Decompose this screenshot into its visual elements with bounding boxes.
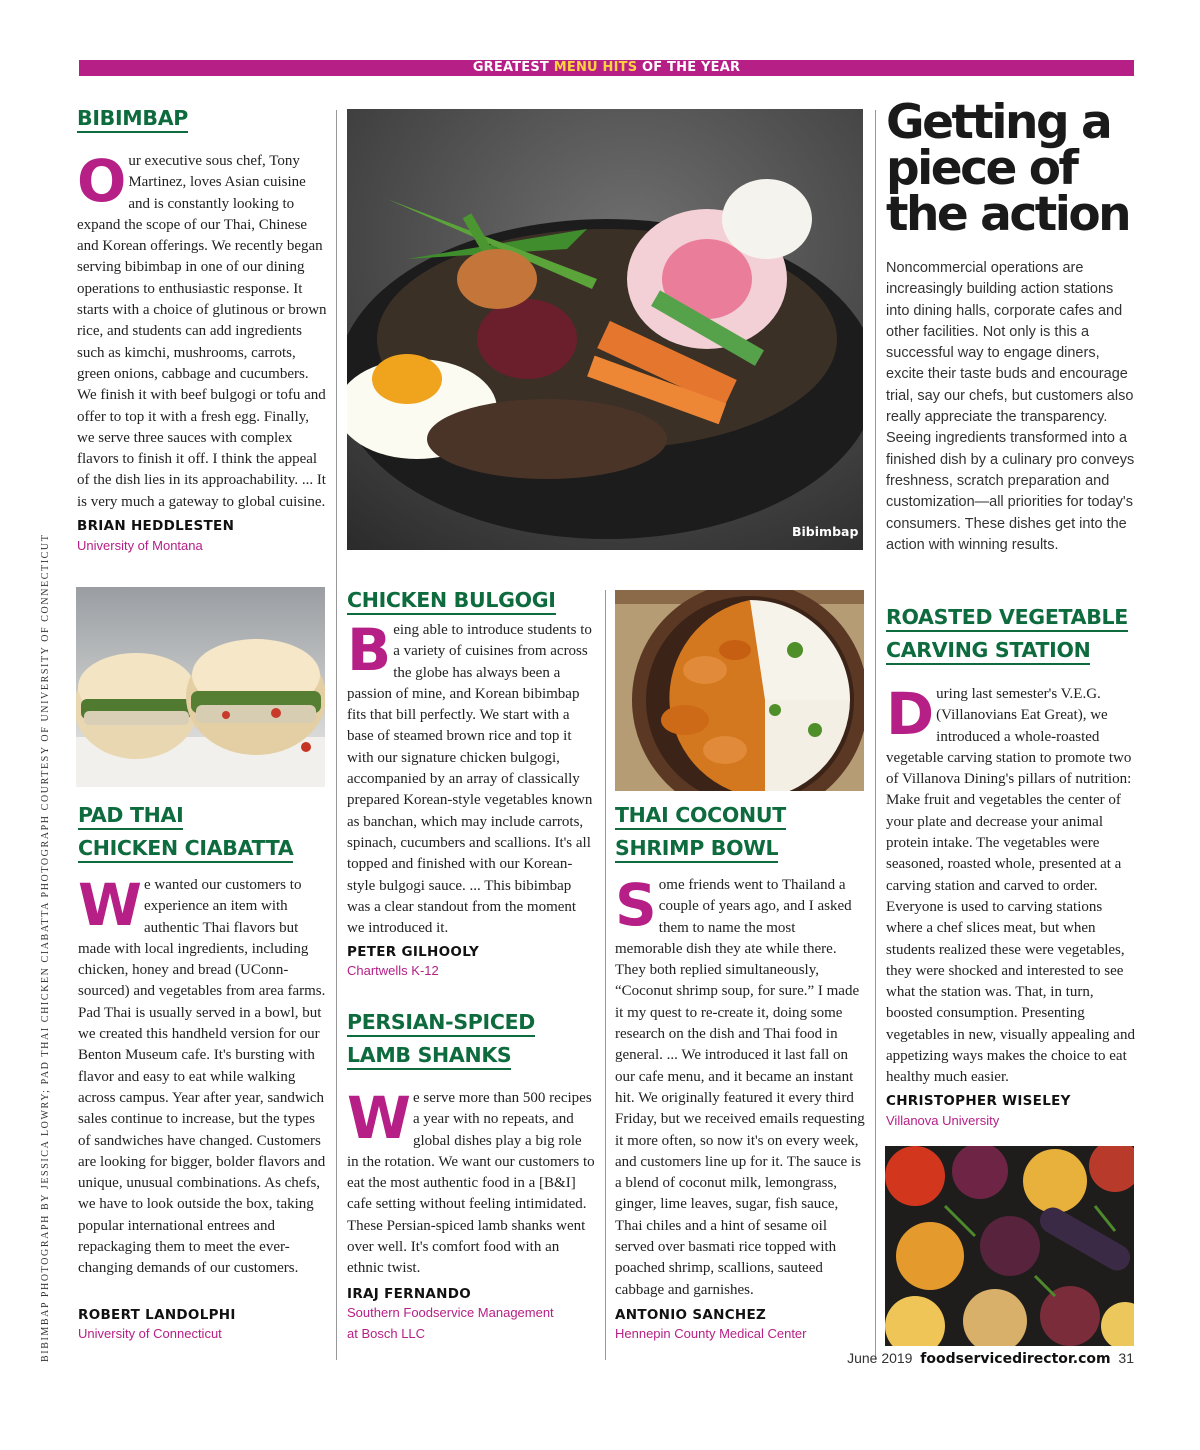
lamb-org-1: Southern Foodservice Management [347, 1305, 554, 1320]
lamb-org-2: at Bosch LLC [347, 1326, 426, 1341]
footer-site: foodservicedirector.com [920, 1351, 1111, 1367]
bibimbap-photo [347, 109, 863, 550]
padthai-text: e wanted our customers to experience an item with authentic Thai flavors but made with local ingredients, including chicken, honey and bread (UConn-sourced) and vegetables from area farms. Pad Thai is usually served in a bowl, but we created this handheld version for our Benton Museum cafe. It's bursting with flavor and easy to eat while walking across campus. Year after year, sandwich sales continue to increase, but the types of sandwiches have changed. Customers are looking for bigger, bolder flavors and unique, unusual combinations. As chefs, we have to look outside the box, taking popular international entrees and repackaging them to meet the ever-changing demands of our customers. [78, 877, 326, 1277]
shrimp-org: Hennepin County Medical Center [615, 1326, 807, 1341]
lamb-author: IRAJ FERNANDO [347, 1286, 472, 1302]
dropcap: S [615, 871, 655, 939]
page-title: Getting a piece of the action [886, 95, 1130, 242]
bibimbap-caption: Bibimbap [792, 524, 859, 539]
roasted-vegetables-photo [885, 1146, 1134, 1346]
padthai-body [78, 871, 328, 1280]
dropcap: W [78, 871, 140, 939]
shrimp-author: ANTONIO SANCHEZ [615, 1307, 767, 1323]
roasted-heading: ROASTED VEGETABLE CARVING STATION [886, 601, 1128, 667]
page-footer [847, 1350, 1134, 1367]
roasted-body [886, 680, 1136, 1089]
bulgogi-author: PETER GILHOOLY [347, 944, 480, 960]
bulgogi-org: Chartwells K-12 [347, 963, 439, 978]
dropcap: O [77, 147, 125, 215]
shrimp-body [615, 871, 865, 1301]
photo-credit: BIBIMBAP PHOTOGRAPH BY JESSICA LOWRY; PAD THAI CHICKEN CIABATTA PHOTOGRAPH COURTESY OF UNIVERSITY OF CONNECTICUT [40, 533, 51, 1362]
bibimbap-body [77, 147, 327, 513]
intro-text: Noncommercial operations are increasingly building action stations into dining halls, corporate cafes and other facilities. Not only is this a successful way to engage diners, excite their taste buds and encourage trial, say our chefs, but customers also really appreciate the transparency. Seeing ingredients transformed into a finished dish by a culinary pro conveys freshness, scratch preparation and customization—all priorities for today's consumers. These dishes get into the action with winning results. [886, 260, 1135, 553]
lamb-text: e serve more than 500 recipes a year with no repeats, and global dishes play a big role in the rotation. We want our customers to eat the most authentic food in a [B&I] cafe setting without feeling intimidated. These Persian-spiced lamb shanks went over well. It's comfort food with an ethnic twist. [347, 1090, 595, 1277]
section-banner [79, 60, 1134, 76]
footer-date: June 2019 [847, 1350, 913, 1366]
ciabatta-photo [76, 587, 325, 787]
bibimbap-org: University of Montana [77, 538, 203, 553]
dropcap: D [886, 680, 933, 748]
padthai-heading: PAD THAI CHICKEN CIABATTA [78, 799, 293, 865]
bibimbap-text: ur executive sous chef, Tony Martinez, loves Asian cuisine and is constantly looking to expand the scope of our Thai, Chinese and Korean offerings. We recently began serving bibimbap in one of our dining operations to enthusiastic response. It starts with a choice of glutinous or brown rice, and students can add ingredients such as kimchi, mushrooms, carrots, green onions, cabbage and cucumbers. We finish it with beef bulgogi or tofu and offer to top it with a fresh egg. Finally, we serve three sauces with complex flavors to finish it off. I think the appeal of the dish lies in its approachability. ... It is very much a gateway to global cuisine. [77, 153, 327, 510]
page-number: 31 [1118, 1350, 1134, 1366]
shrimp-bowl-photo [615, 590, 864, 791]
lamb-heading: PERSIAN-SPICED LAMB SHANKS [347, 1006, 535, 1072]
bulgogi-body [347, 616, 597, 939]
padthai-author: ROBERT LANDOLPHI [78, 1307, 236, 1323]
bulgogi-heading: CHICKEN BULGOGI [347, 584, 556, 617]
bibimbap-heading: BIBIMBAP [77, 102, 188, 135]
roasted-text: uring last semester's V.E.G. (Villanovians Eat Great), we introduced a whole-roasted vegetable carving station to promote two of Villanova Dining's pillars of nutrition: Make fruit and vegetables the center of your plate and decrease your animal protein intake. The vegetables were seasoned, roasted whole, presented at a carving station and carved to order. Everyone is used to carving stations where a chef slices meat, but when students realized these were vegetables, they were shocked and interested to see what the station was. That, in turn, boosted consumption. Presenting vegetables in new, visually appealing and appetizing ways makes the choice to eat healthy much easier. [886, 686, 1135, 1086]
shrimp-text: ome friends went to Thailand a couple of years ago, and I asked them to name the most memorable dish they ate while there. They both replied simultaneously, “Coconut shrimp soup, for sure.” I made it my quest to re-create it, doing some research on the dish and Thai food in general. ... We introduced it last fall on our cafe menu, and it became an instant hit. We originally featured it every third Friday, but we received emails requesting it more often, so now it's on every week, and customers line up for it. The sauce is a blend of coconut milk, lemongrass, ginger, lime leaves, sugar, fish sauce, Thai chiles and a hint of sesame oil served over basmati rice topped with poached shrimp, scallions, sauteed cabbage and garnishes. [615, 877, 865, 1298]
roasted-author: CHRISTOPHER WISELEY [886, 1093, 1071, 1109]
roasted-org: Villanova University [886, 1113, 1000, 1128]
column-divider [605, 590, 606, 1360]
dropcap: B [347, 616, 390, 684]
column-divider [336, 110, 337, 1360]
shrimp-heading: THAI COCONUT SHRIMP BOWL [615, 799, 786, 865]
padthai-org: University of Connecticut [78, 1326, 222, 1341]
banner-text-1: GREATEST [472, 60, 554, 75]
column-divider [875, 110, 876, 1360]
dropcap: W [347, 1084, 409, 1152]
banner-highlight: MENU HITS [553, 60, 638, 75]
bibimbap-author: BRIAN HEDDLESTEN [77, 518, 235, 534]
banner-text-2: OF THE YEAR [637, 60, 741, 75]
bulgogi-text: eing able to introduce students to a variety of cuisines from across the globe has always been a passion of mine, and Korean bibimbap fits that bill perfectly. We start with a base of steamed brown rice and top it with our signature chicken bulgogi, accompanied by an array of classically prepared Korean-style vegetables known as banchan, which may include carrots, spinach, cucumbers and scallions. It's all topped and finished with our Korean-style bulgogi sauce. ... This bibimbap was a clear standout from the moment we introduced it. [347, 622, 593, 937]
lamb-body [347, 1084, 597, 1280]
